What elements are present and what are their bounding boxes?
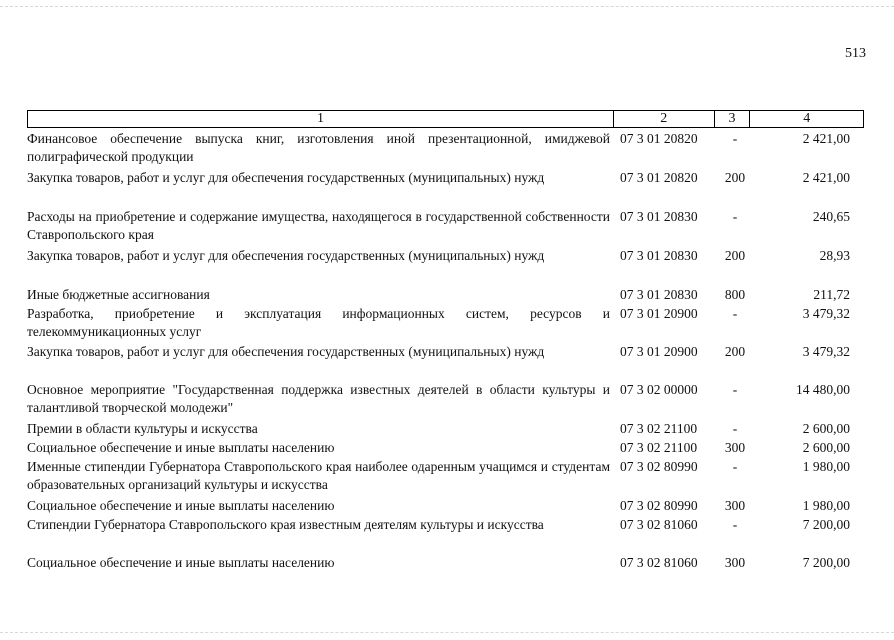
row-description: Социальное обеспечение и иные выплаты населению bbox=[27, 555, 335, 570]
row-type: 800 bbox=[724, 287, 746, 302]
row-amount: 240,65 bbox=[812, 209, 850, 224]
table-row bbox=[27, 169, 864, 187]
table-row bbox=[27, 247, 864, 265]
scan-artifact-top bbox=[0, 6, 894, 7]
row-amount: 1 980,00 bbox=[802, 498, 850, 513]
row-description: Социальное обеспечение и иные выплаты населению bbox=[27, 498, 335, 513]
row-amount: 3 479,32 bbox=[802, 344, 850, 359]
row-type: 200 bbox=[724, 248, 746, 263]
table-row bbox=[27, 420, 864, 438]
row-description: Разработка, приобретение и эксплуатация информационных систем, ресурсов и телекоммуникационных услуг bbox=[27, 306, 610, 339]
row-description: Расходы на приобретение и содержание имущества, находящегося в государственной собственности Ставропольского края bbox=[27, 209, 610, 242]
table-row bbox=[27, 305, 864, 341]
header-col-4: 4 bbox=[803, 111, 811, 126]
row-code: 07 3 01 20830 bbox=[620, 287, 698, 302]
row-amount: 2 421,00 bbox=[802, 131, 850, 146]
row-code: 07 3 02 80990 bbox=[620, 459, 698, 474]
scan-artifact-bottom bbox=[0, 632, 894, 633]
row-code: 07 3 02 81060 bbox=[620, 517, 698, 532]
table-row bbox=[27, 208, 864, 244]
header-col-3: 3 bbox=[715, 111, 751, 127]
row-description: Закупка товаров, работ и услуг для обеспечения государственных (муниципальных) нужд bbox=[27, 248, 545, 263]
table-row bbox=[27, 554, 864, 572]
row-code: 07 3 01 20830 bbox=[620, 248, 698, 263]
table-row bbox=[27, 439, 864, 457]
row-type: - bbox=[732, 421, 738, 436]
row-type: - bbox=[732, 306, 738, 321]
row-amount: 28,93 bbox=[819, 248, 850, 263]
row-amount: 211,72 bbox=[813, 287, 850, 302]
row-code: 07 3 01 20900 bbox=[620, 344, 698, 359]
page-number: 513 bbox=[845, 46, 866, 61]
row-code: 07 3 02 80990 bbox=[620, 498, 698, 513]
row-code: 07 3 01 20830 bbox=[620, 209, 698, 224]
row-amount: 1 980,00 bbox=[802, 459, 850, 474]
row-amount: 7 200,00 bbox=[802, 555, 850, 570]
row-type: 300 bbox=[724, 555, 746, 570]
row-amount: 14 480,00 bbox=[796, 382, 850, 397]
row-code: 07 3 01 20820 bbox=[620, 170, 698, 185]
row-code: 07 3 02 00000 bbox=[620, 382, 698, 397]
row-description: Премии в области культуры и искусства bbox=[27, 421, 258, 436]
row-type: - bbox=[732, 131, 738, 146]
row-code: 07 3 02 81060 bbox=[620, 555, 698, 570]
header-col-1: 1 bbox=[28, 111, 614, 127]
row-description: Именные стипендии Губернатора Ставропольского края наиболее одаренным учащимся и студентам образовательных организаций культуры и искусства bbox=[27, 459, 610, 492]
header-col-2: 2 bbox=[614, 111, 715, 127]
row-description: Стипендии Губернатора Ставропольского края известным деятелям культуры и искусства bbox=[27, 517, 544, 532]
row-type: - bbox=[732, 209, 738, 224]
row-code: 07 3 01 20820 bbox=[620, 131, 698, 146]
row-code: 07 3 01 20900 bbox=[620, 306, 698, 321]
table-row bbox=[27, 286, 864, 304]
row-type: - bbox=[732, 459, 738, 474]
row-description: Социальное обеспечение и иные выплаты населению bbox=[27, 440, 335, 455]
row-amount: 2 421,00 bbox=[802, 170, 850, 185]
row-code: 07 3 02 21100 bbox=[620, 440, 698, 455]
table-row bbox=[27, 381, 864, 417]
table-row bbox=[27, 458, 864, 494]
table-header bbox=[27, 110, 864, 128]
table-row bbox=[27, 343, 864, 361]
table-row bbox=[27, 497, 864, 515]
row-amount: 2 600,00 bbox=[802, 421, 850, 436]
row-type: 300 bbox=[724, 498, 746, 513]
row-amount: 7 200,00 bbox=[802, 517, 850, 532]
row-code: 07 3 02 21100 bbox=[620, 421, 698, 436]
row-description: Финансовое обеспечение выпуска книг, изготовления иной презентационной, имиджевой полиграфической продукции bbox=[27, 131, 610, 164]
table-row bbox=[27, 516, 864, 534]
row-description: Закупка товаров, работ и услуг для обеспечения государственных (муниципальных) нужд bbox=[27, 170, 545, 185]
row-type: - bbox=[732, 517, 738, 532]
table-row bbox=[27, 130, 864, 166]
row-type: 200 bbox=[724, 170, 746, 185]
row-type: 300 bbox=[724, 440, 746, 455]
row-description: Иные бюджетные ассигнования bbox=[27, 287, 210, 302]
row-amount: 2 600,00 bbox=[802, 440, 850, 455]
row-description: Основное мероприятие "Государственная поддержка известных деятелей в области культуры и талантливой творческой молодежи" bbox=[27, 382, 610, 415]
row-type: 200 bbox=[724, 344, 746, 359]
row-description: Закупка товаров, работ и услуг для обеспечения государственных (муниципальных) нужд bbox=[27, 344, 545, 359]
row-amount: 3 479,32 bbox=[802, 306, 850, 321]
row-type: - bbox=[732, 382, 738, 397]
